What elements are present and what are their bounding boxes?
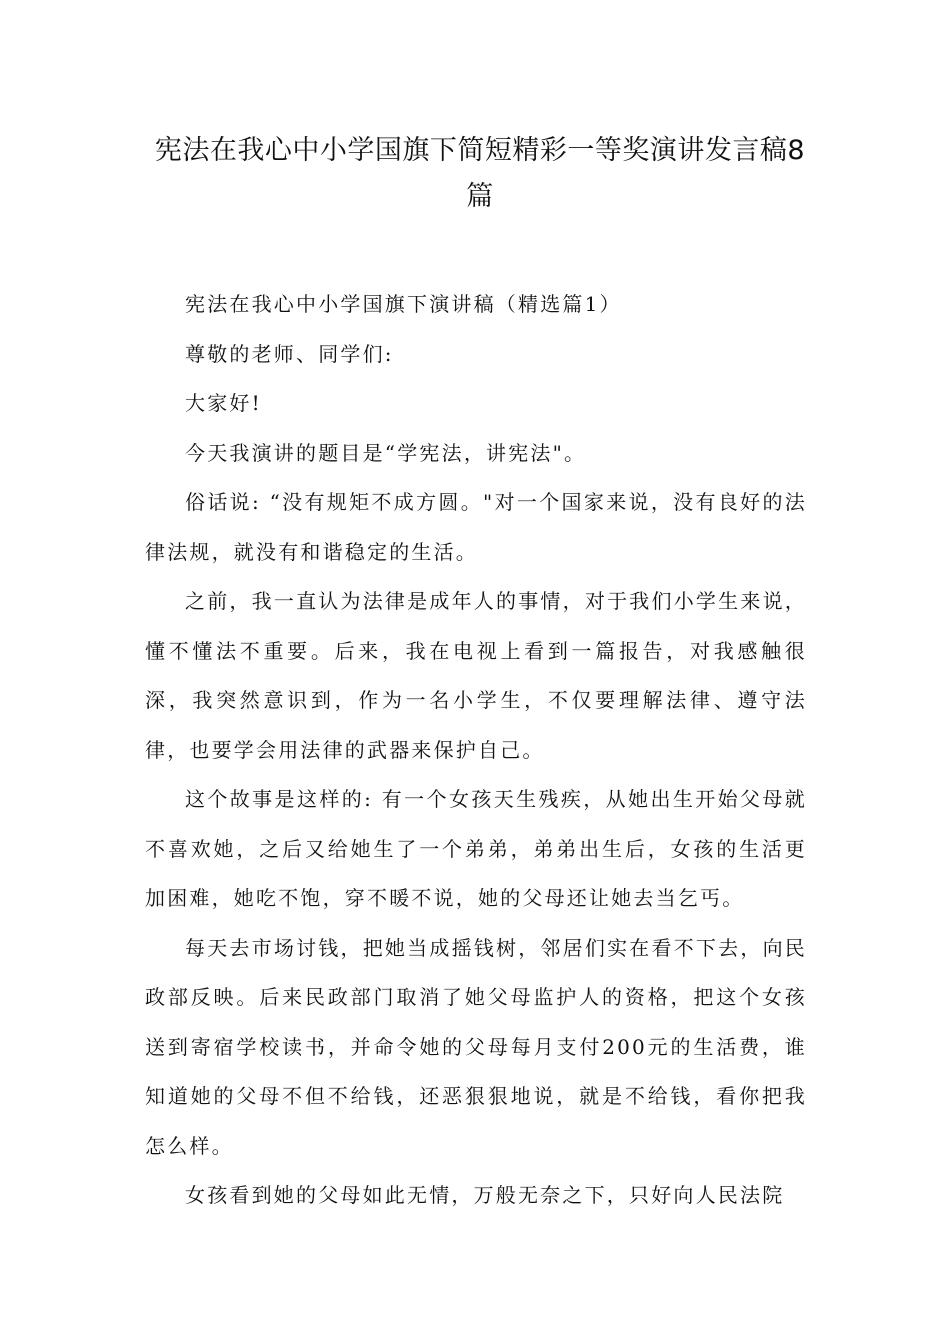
- paragraph-salutation: 尊敬的老师、同学们:: [185, 341, 394, 366]
- paragraph-greeting: 大家好!: [185, 391, 262, 415]
- paragraph-story-start: 这个故事是这样的: 有一个女孩天生残疾，从她出生开始父母就不喜欢她，之后又给她生了一个弟弟，弟弟出生后，女孩的生活更加困难，她吃不饱，穿不暖不说，她的父母还让她去当乞丐。: [145, 787, 807, 910]
- paragraph-story-middle: 每天去市场讨钱，把她当成摇钱树，邻居们实在看不下去，向民政部反映。后来民政部门取消了她父母监护人的资格，把这个女孩送到寄宿学校读书，并命令她的父母每月支付200元的生活费，谁知道她的父母不但不给钱，还恶狠狠地说，就是不给钱，看你把我怎么样。: [145, 935, 807, 1158]
- paragraph-story-continued: 女孩看到她的父母如此无情，万般无奈之下，只好向人民法院: [185, 1183, 785, 1207]
- paragraph-section-heading: 宪法在我心中小学国旗下演讲稿（精选篇1）: [185, 292, 622, 316]
- paragraph-realization: 之前，我一直认为法律是成年人的事情，对于我们小学生来说，懂不懂法不重要。后来，我在电视上看到一篇报告，对我感触很深，我突然意识到，作为一名小学生，不仅要理解法律、遵守法律，也要学会用法律的武器来保护自己。: [145, 589, 807, 762]
- document-body: [145, 280, 807, 1221]
- paragraph-proverb: 俗话说: “没有规矩不成方圆。"对一个国家来说，没有良好的法律法规，就没有和谐稳定的生活。: [145, 490, 807, 564]
- paragraph-topic: 今天我演讲的题目是“学宪法，讲宪法"。: [185, 440, 587, 465]
- document-title: 宪法在我心中小学国旗下简短精彩一等奖演讲发言稿8篇: [154, 135, 806, 212]
